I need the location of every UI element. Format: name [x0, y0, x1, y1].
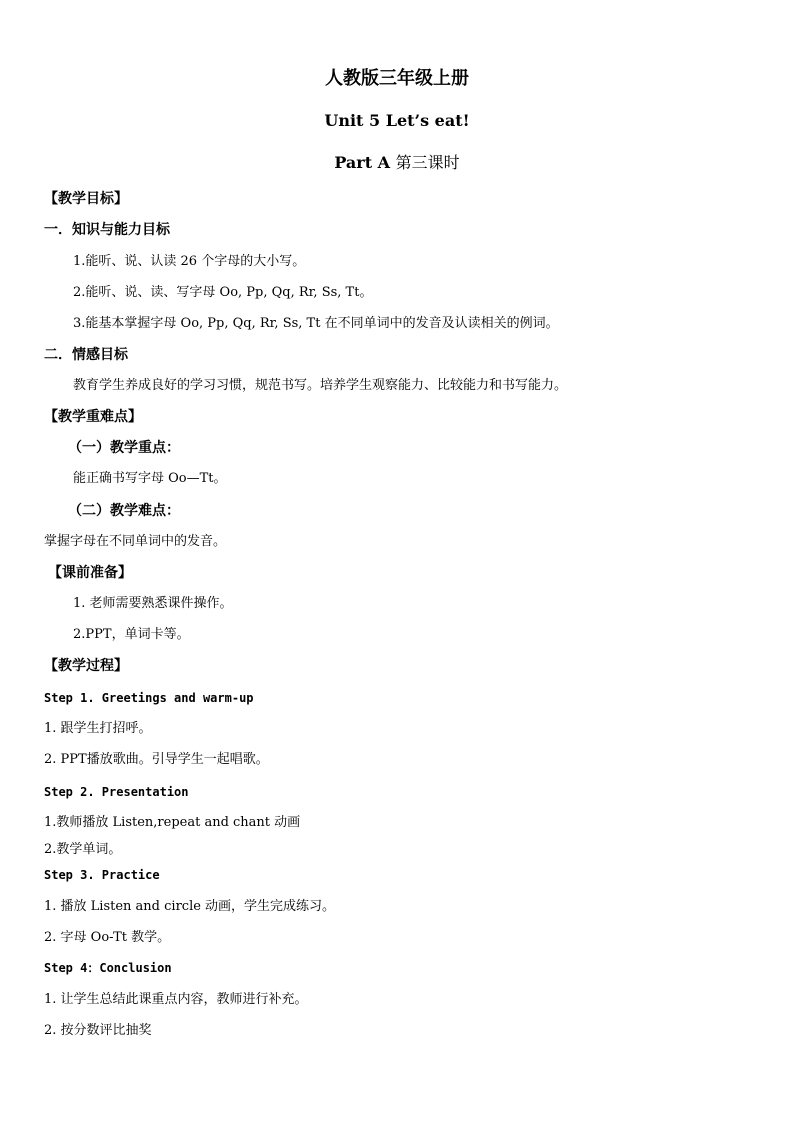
part-label: Part A	[334, 153, 391, 172]
step-title: Step 1. Greetings and warm-up	[44, 691, 254, 705]
objective-item: 2.能听、说、读、写字母 Oo, Pp, Qq, Rr, Ss, Tt。	[73, 285, 373, 300]
step-item: 1. 跟学生打招呼。	[44, 721, 152, 736]
process-heading: 【教学过程】	[44, 658, 128, 674]
key-points-heading: 【教学重难点】	[44, 409, 142, 425]
emotion-text: 教育学生养成良好的学习习惯，规范书写。培养学生观察能力、比较能力和书写能力。	[73, 378, 568, 393]
knowledge-heading: 一．知识与能力目标	[44, 222, 170, 238]
step-item: 1. 让学生总结此课重点内容，教师进行补充。	[44, 992, 308, 1007]
step-item: 1. 播放 Listen and circle 动画，学生完成练习。	[44, 899, 336, 914]
difficulty-heading: （二）教学难点：	[68, 503, 180, 519]
key-point-text: 能正确书写字母 Oo—Tt。	[73, 471, 227, 486]
step-item: 1.教师播放 Listen,repeat and chant 动画	[44, 815, 301, 830]
step-title: Step 2. Presentation	[44, 785, 189, 799]
lesson-period: 第三课时	[395, 153, 460, 172]
step-title: Step 3. Practice	[44, 868, 160, 882]
preparation-heading: 【课前准备】	[48, 565, 132, 581]
step-title: Step 4：Conclusion	[44, 961, 172, 975]
emotion-heading: 二．情感目标	[44, 347, 128, 363]
key-point-heading: （一）教学重点：	[68, 440, 180, 456]
step-item: 2. 字母 Oo-Tt 教学。	[44, 930, 171, 945]
document-title: 人教版三年级上册	[325, 68, 469, 89]
objective-item: 3.能基本掌握字母 Oo, Pp, Qq, Rr, Ss, Tt 在不同单词中的发音及认读相关的例词。	[73, 316, 559, 331]
step-item: 2. PPT播放歌曲。引导学生一起唱歌。	[44, 752, 269, 767]
unit-title: Unit 5 Let’s eat!	[324, 111, 470, 130]
part-title	[0, 155, 794, 171]
objectives-heading: 【教学目标】	[44, 191, 128, 207]
difficulty-text: 掌握字母在不同单词中的发音。	[44, 534, 227, 549]
preparation-item: 1. 老师需要熟悉课件操作。	[73, 596, 233, 611]
objective-item: 1.能听、说、认读 26 个字母的大小写。	[73, 254, 306, 269]
preparation-item: 2.PPT，单词卡等。	[73, 627, 190, 642]
step-item: 2.教学单词。	[44, 842, 122, 857]
step-item: 2. 按分数评比抽奖	[44, 1023, 152, 1038]
